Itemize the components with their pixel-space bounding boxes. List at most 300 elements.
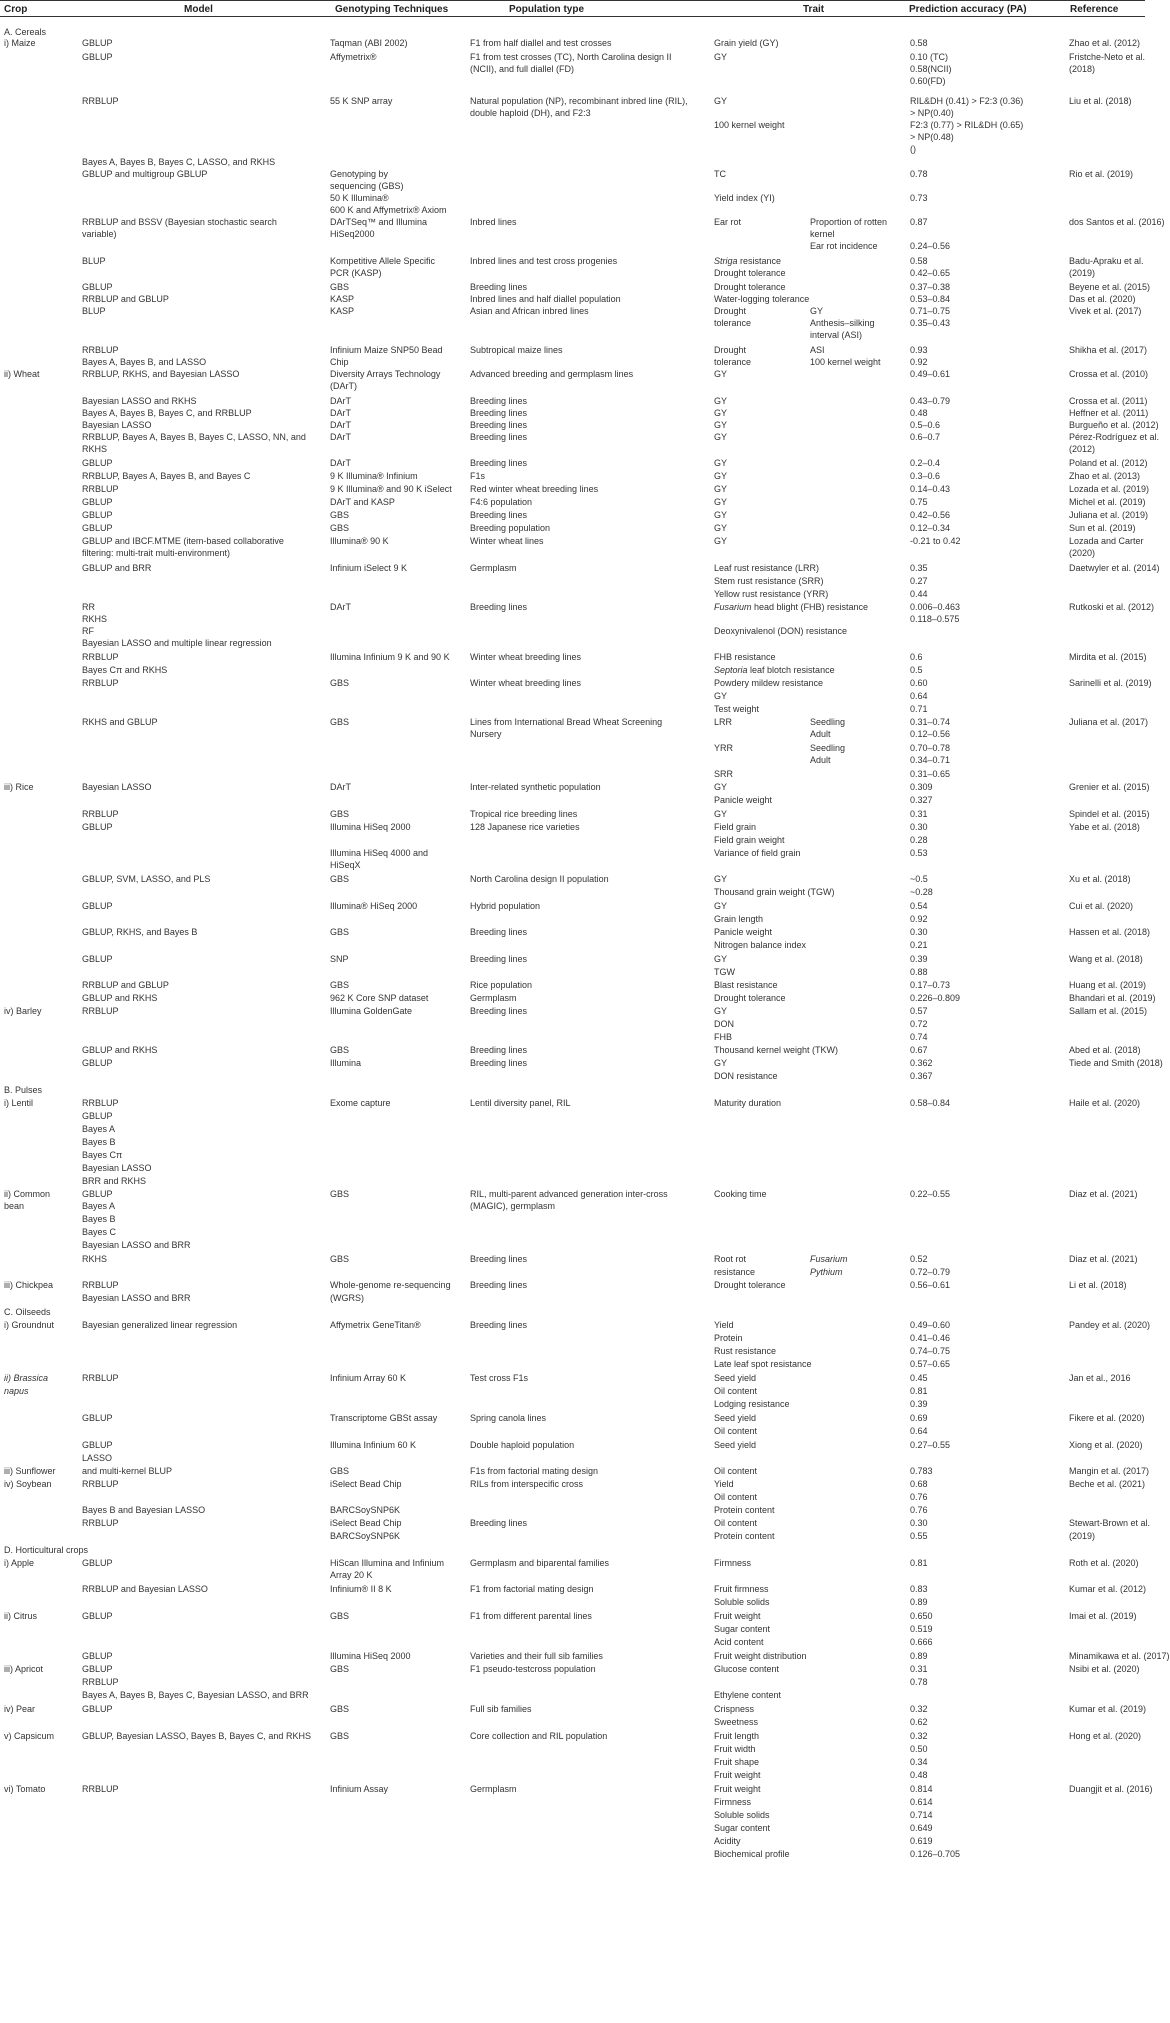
cell-genotyping: DArT (330, 420, 351, 430)
cell-prediction-accuracy: 0.649 (910, 1823, 933, 1833)
cell-trait: Blast resistance (714, 980, 778, 990)
cell-crop: iii) Rice (4, 782, 34, 792)
cell-reference: Rutkoski et al. (2012) (1069, 602, 1155, 612)
cell-trait: Field grain weight (714, 835, 785, 845)
cell-prediction-accuracy: 0.69 (910, 1413, 928, 1423)
cell-population: North Carolina design II population (470, 874, 609, 884)
cell-crop: iv) Soybean (4, 1479, 52, 1489)
cell-trait: Fruit length (714, 1731, 760, 1741)
cell-prediction-accuracy: 0.35 (910, 563, 928, 573)
cell-genotyping: (WGRS) (330, 1293, 364, 1303)
cell-reference: Roth et al. (2020) (1069, 1558, 1139, 1568)
cell-genotyping: BARCSoySNP6K (330, 1505, 401, 1515)
cell-model: RRBLUP, Bayes A, Bayes B, and Bayes C (82, 471, 251, 481)
cell-prediction-accuracy: > NP(0.48) (910, 132, 954, 142)
cell-reference: Bhandari et al. (2019) (1069, 993, 1156, 1003)
cell-crop: iv) Pear (4, 1704, 36, 1714)
cell-model: RRBLUP (82, 1479, 119, 1489)
cell-genotyping: Transcriptome GBSt assay (330, 1413, 438, 1423)
cell-trait: Sugar content (714, 1823, 771, 1833)
cell-prediction-accuracy: 0.67 (910, 1045, 928, 1055)
cell-trait: GY (714, 536, 728, 546)
cell-population: Advanced breeding and germplasm lines (470, 369, 634, 379)
cell-population: Hybrid population (470, 901, 541, 911)
cell-population: Double haploid population (470, 1440, 575, 1450)
cell-reference: Zhao et al. (2013) (1069, 471, 1141, 481)
cell-model: GBLUP and multigroup GBLUP (82, 169, 208, 179)
cell-genotyping: DArT (330, 396, 351, 406)
cell-model: GBLUP (82, 1651, 113, 1661)
cell-model: GBLUP, Bayesian LASSO, Bayes B, Bayes C, and RKHS (82, 1731, 311, 1741)
cell-reference: Grenier et al. (2015) (1069, 782, 1150, 792)
cell-genotyping: GBS (330, 980, 350, 990)
cell-prediction-accuracy: 0.64 (910, 1426, 928, 1436)
cell-model: Bayes A (82, 1124, 116, 1134)
cell-prediction-accuracy: 0.666 (910, 1637, 933, 1647)
cell-trait: Thousand kernel weight (TKW) (714, 1045, 839, 1055)
cell-trait: Variance of field grain (714, 848, 801, 858)
cell-crop: D. Horticultural crops (4, 1545, 89, 1555)
cell-population: F1 from factorial mating design (470, 1584, 594, 1594)
cell-reference: Nsibi et al. (2020) (1069, 1664, 1140, 1674)
cell-reference: Pandey et al. (2020) (1069, 1320, 1151, 1330)
cell-model: Bayes B (82, 1137, 116, 1147)
cell-genotyping: GBS (330, 1731, 350, 1741)
cell-model: RRBLUP and GBLUP (82, 980, 169, 990)
cell-prediction-accuracy: 0.70–0.78 (910, 743, 951, 753)
cell-crop: iii) Sunflower (4, 1466, 56, 1476)
cell-reference: Cui et al. (2020) (1069, 901, 1134, 911)
cell-reference: Juliana et al. (2019) (1069, 510, 1149, 520)
cell-trait: 100 kernel weight (714, 120, 785, 130)
cell-model: RF (82, 626, 94, 636)
cell-trait: Rust resistance (714, 1346, 777, 1356)
cell-prediction-accuracy: 0.21 (910, 940, 928, 950)
cell-prediction-accuracy: 0.41–0.46 (910, 1333, 951, 1343)
cell-reference: dos Santos et al. (2016) (1069, 217, 1165, 227)
cell-model: RRBLUP (82, 809, 119, 819)
cell-crop: ii) Brassica (4, 1373, 49, 1383)
cell-model: RRBLUP (82, 1006, 119, 1016)
cell-trait: Cooking time (714, 1189, 767, 1199)
cell-prediction-accuracy: 0.367 (910, 1071, 933, 1081)
cell-population: F1s from factorial mating design (470, 1466, 599, 1476)
cell-prediction-accuracy: > NP(0.40) (910, 108, 954, 118)
cell-genotyping: GBS (330, 1704, 350, 1714)
cell-prediction-accuracy: 0.32 (910, 1731, 928, 1741)
cell-model: GBLUP (82, 1189, 113, 1199)
cell-trait: Drought (714, 345, 747, 355)
cell-model: GBLUP (82, 954, 113, 964)
cell-prediction-accuracy: 0.34–0.71 (910, 755, 951, 765)
cell-prediction-accuracy: 0.5–0.6 (910, 420, 941, 430)
cell-genotyping: GBS (330, 678, 350, 688)
cell-trait: Leaf rust resistance (LRR) (714, 563, 820, 573)
cell-prediction-accuracy: F2:3 (0.77) > RIL&DH (0.65) (910, 120, 1024, 130)
cell-reference: Fristche-Neto et al. (1069, 52, 1146, 62)
header-rule-bottom (0, 16, 1145, 17)
cell-prediction-accuracy: 0.81 (910, 1386, 928, 1396)
cell-prediction-accuracy: 0.92 (910, 357, 928, 367)
cell-genotyping: PCR (KASP) (330, 268, 382, 278)
cell-trait: Drought (714, 306, 747, 316)
cell-trait: GY (714, 420, 728, 430)
cell-trait: FHB resistance (714, 652, 776, 662)
cell-prediction-accuracy: 0.60 (910, 678, 928, 688)
cell-genotyping: GBS (330, 927, 350, 937)
cell-crop: v) Capsicum (4, 1731, 55, 1741)
cell-trait: DON (714, 1019, 734, 1029)
cell-model: GBLUP and IBCF.MTME (item-based collaborative (82, 536, 284, 546)
cell-model: GBLUP (82, 1611, 113, 1621)
cell-crop: i) Maize (4, 38, 36, 48)
cell-prediction-accuracy: 0.30 (910, 1518, 928, 1528)
cell-prediction-accuracy: 0.6–0.7 (910, 432, 941, 442)
cell-model: RRBLUP (82, 1784, 119, 1794)
cell-model: RKHS (82, 1254, 108, 1264)
cell-trait-detail: Seedling (810, 717, 846, 727)
col-header-model: Model (184, 4, 213, 15)
cell-crop: A. Cereals (4, 27, 47, 37)
cell-trait: Late leaf spot resistance (714, 1359, 812, 1369)
cell-reference: Li et al. (2018) (1069, 1280, 1127, 1290)
cell-crop: i) Lentil (4, 1098, 34, 1108)
cell-model: BLUP (82, 256, 106, 266)
col-header-pa: Prediction accuracy (PA) (909, 4, 1027, 15)
cell-trait: tolerance (714, 357, 752, 367)
cell-model: GBLUP (82, 1440, 113, 1450)
cell-prediction-accuracy: 0.35–0.43 (910, 318, 951, 328)
cell-trait-detail: Proportion of rotten (810, 217, 888, 227)
cell-genotyping: Infinium Maize SNP50 Bead (330, 345, 443, 355)
cell-genotyping: GBS (330, 523, 350, 533)
cell-genotyping: 9 K Illumina® and 90 K iSelect (330, 484, 452, 494)
cell-population: Test cross F1s (470, 1373, 529, 1383)
cell-genotyping: Illumina (330, 1058, 362, 1068)
cell-population: Winter wheat breeding lines (470, 652, 582, 662)
cell-genotyping: sequencing (GBS) (330, 181, 404, 191)
cell-crop: iii) Apricot (4, 1664, 44, 1674)
cell-model: GBLUP (82, 510, 113, 520)
cell-genotyping: Diversity Arrays Technology (330, 369, 441, 379)
cell-trait: Oil content (714, 1426, 758, 1436)
cell-population: Red winter wheat breeding lines (470, 484, 599, 494)
cell-population: double haploid (DH), and F2:3 (470, 108, 591, 118)
cell-genotyping: HiSeqX (330, 860, 361, 870)
cell-model: RKHS and GBLUP (82, 717, 158, 727)
cell-population: Breeding lines (470, 927, 528, 937)
cell-trait: GY (714, 874, 728, 884)
cell-prediction-accuracy: 0.6 (910, 652, 923, 662)
cell-model: GBLUP, SVM, LASSO, and PLS (82, 874, 211, 884)
cell-crop: ii) Wheat (4, 369, 40, 379)
cell-prediction-accuracy: 0.88 (910, 967, 928, 977)
cell-population: Breeding lines (470, 510, 528, 520)
cell-model: Bayes B and Bayesian LASSO (82, 1505, 206, 1515)
cell-trait: Seed yield (714, 1373, 757, 1383)
cell-model: Bayesian generalized linear regression (82, 1320, 238, 1330)
cell-model: GBLUP and BRR (82, 563, 152, 573)
cell-crop: ii) Common (4, 1189, 51, 1199)
cell-reference: Fikere et al. (2020) (1069, 1413, 1145, 1423)
cell-genotyping: 9 K Illumina® Infinium (330, 471, 418, 481)
cell-model: Bayesian LASSO and multiple linear regression (82, 638, 272, 648)
cell-population: (NCII), and full diallel (FD) (470, 64, 575, 74)
cell-prediction-accuracy: 0.614 (910, 1797, 933, 1807)
cell-prediction-accuracy: 0.22–0.55 (910, 1189, 951, 1199)
cell-genotyping: Kompetitive Allele Specific (330, 256, 436, 266)
cell-trait: Fruit weight (714, 1770, 761, 1780)
cell-reference: Xiong et al. (2020) (1069, 1440, 1143, 1450)
cell-trait: GY (714, 458, 728, 468)
cell-reference: Juliana et al. (2017) (1069, 717, 1149, 727)
cell-reference: Rio et al. (2019) (1069, 169, 1134, 179)
cell-reference: Imai et al. (2019) (1069, 1611, 1137, 1621)
cell-reference: Lozada et al. (2019) (1069, 484, 1150, 494)
cell-genotyping: DArT (330, 602, 351, 612)
cell-population: Natural population (NP), recombinant inbred line (RIL), (470, 96, 688, 106)
cell-trait: GY (714, 691, 728, 701)
cell-prediction-accuracy: 0.89 (910, 1597, 928, 1607)
cell-model: GBLUP (82, 1704, 113, 1714)
cell-trait-detail: Anthesis–silking (810, 318, 875, 328)
cell-reference: Kumar et al. (2012) (1069, 1584, 1147, 1594)
col-header-crop: Crop (4, 4, 28, 15)
cell-prediction-accuracy: 0.55 (910, 1531, 928, 1541)
cell-trait: Powdery mildew resistance (714, 678, 824, 688)
cell-trait: Acidity (714, 1836, 741, 1846)
cell-population: Breeding lines (470, 282, 528, 292)
cell-reference: (2018) (1069, 64, 1096, 74)
cell-reference: Kumar et al. (2019) (1069, 1704, 1147, 1714)
cell-model: GBLUP (82, 497, 113, 507)
cell-population: Breeding population (470, 523, 551, 533)
cell-population: Breeding lines (470, 1280, 528, 1290)
cell-genotyping: Illumina HiSeq 2000 (330, 1651, 411, 1661)
cell-model: Bayesian LASSO and RKHS (82, 396, 197, 406)
cell-trait: GY (714, 954, 728, 964)
cell-population: Tropical rice breeding lines (470, 809, 578, 819)
cell-model: GBLUP (82, 38, 113, 48)
cell-prediction-accuracy: ~0.28 (910, 887, 933, 897)
cell-crop: napus (4, 1386, 29, 1396)
cell-trait: Stem rust resistance (SRR) (714, 576, 824, 586)
col-header-genotyping: Genotyping Techniques (335, 4, 449, 15)
cell-trait: Test weight (714, 704, 760, 714)
cell-reference: Diaz et al. (2021) (1069, 1189, 1138, 1199)
cell-model: and multi-kernel BLUP (82, 1466, 173, 1476)
cell-trait: Oil content (714, 1386, 758, 1396)
cell-model: RRBLUP (82, 1280, 119, 1290)
cell-trait: Fruit weight distribution (714, 1651, 807, 1661)
cell-population: Rice population (470, 980, 533, 990)
cell-trait: LRR (714, 717, 733, 727)
cell-model: RRBLUP (82, 96, 119, 106)
cell-model: GBLUP (82, 458, 113, 468)
cell-genotyping: KASP (330, 294, 355, 304)
cell-genotyping: BARCSoySNP6K (330, 1531, 401, 1541)
cell-genotyping: KASP (330, 306, 355, 316)
cell-population: Lines from International Bread Wheat Screening (470, 717, 663, 727)
cell-prediction-accuracy: 0.48 (910, 1770, 928, 1780)
cell-population: Breeding lines (470, 1320, 528, 1330)
cell-population: Breeding lines (470, 432, 528, 442)
cell-reference: Crossa et al. (2011) (1069, 396, 1148, 406)
cell-prediction-accuracy: 0.39 (910, 954, 928, 964)
cell-model: GBLUP, RKHS, and Bayes B (82, 927, 198, 937)
cell-population: RILs from interspecific cross (470, 1479, 584, 1489)
cell-trait: YRR (714, 743, 734, 753)
cell-prediction-accuracy: 0.73 (910, 193, 928, 203)
cell-genotyping: DArT (330, 458, 351, 468)
cell-population: RIL, multi-parent advanced generation inter-cross (470, 1189, 668, 1199)
cell-trait: Protein content (714, 1531, 775, 1541)
cell-genotyping: Infinium® II 8 K (330, 1584, 392, 1594)
cell-trait-detail: Fusarium (810, 1254, 848, 1264)
cell-reference: Burgueño et al. (2012) (1069, 420, 1159, 430)
cell-trait: GY (714, 523, 728, 533)
cell-prediction-accuracy: 0.81 (910, 1558, 928, 1568)
header-rule-top (0, 0, 1145, 1)
cell-genotyping: 50 K Illumina® (330, 193, 389, 203)
cell-crop: vi) Tomato (4, 1784, 46, 1794)
cell-trait: Nitrogen balance index (714, 940, 807, 950)
cell-model: LASSO (82, 1453, 113, 1463)
cell-trait: SRR (714, 769, 734, 779)
cell-genotyping: GBS (330, 1664, 350, 1674)
cell-crop: i) Groundnut (4, 1320, 55, 1330)
col-header-reference: Reference (1070, 4, 1119, 15)
cell-trait: Striga resistance (714, 256, 782, 266)
cell-population: F1 from test crosses (TC), North Carolina design II (470, 52, 672, 62)
cell-population: Subtropical maize lines (470, 345, 563, 355)
cell-model: RRBLUP (82, 484, 119, 494)
cell-prediction-accuracy: 0.78 (910, 1677, 928, 1687)
cell-model: Bayes A (82, 1201, 116, 1211)
cell-prediction-accuracy: 0.519 (910, 1624, 933, 1634)
cell-prediction-accuracy: 0.44 (910, 589, 928, 599)
cell-trait: GY (714, 1006, 728, 1016)
cell-prediction-accuracy: 0.78 (910, 169, 928, 179)
cell-trait: Yield index (YI) (714, 193, 775, 203)
cell-trait: Sugar content (714, 1624, 771, 1634)
cell-trait: Yellow rust resistance (YRR) (714, 589, 829, 599)
cell-genotyping: Array 20 K (330, 1570, 373, 1580)
cell-model: Bayesian LASSO (82, 420, 152, 430)
cell-model: GBLUP (82, 1558, 113, 1568)
cell-model: GBLUP (82, 523, 113, 533)
cell-genotyping: 55 K SNP array (330, 96, 393, 106)
cell-prediction-accuracy: 0.31 (910, 809, 928, 819)
cell-trait: Drought tolerance (714, 268, 786, 278)
cell-prediction-accuracy: 0.2–0.4 (910, 458, 941, 468)
cell-genotyping: Illumina Infinium 60 K (330, 1440, 417, 1450)
cell-model: Bayesian LASSO (82, 782, 152, 792)
cell-reference: Hassen et al. (2018) (1069, 927, 1151, 937)
cell-prediction-accuracy: 0.12–0.56 (910, 729, 951, 739)
cell-genotyping: DArT (330, 782, 351, 792)
cell-model: RRBLUP and Bayesian LASSO (82, 1584, 208, 1594)
cell-trait: Yield (714, 1320, 734, 1330)
cell-model: RRBLUP (82, 652, 119, 662)
cell-reference: Badu-Apraku et al. (1069, 256, 1144, 266)
cell-trait: Yield (714, 1479, 734, 1489)
cell-prediction-accuracy: 0.50 (910, 1744, 928, 1754)
cell-reference: Michel et al. (2019) (1069, 497, 1146, 507)
cell-population: F1 pseudo-testcross population (470, 1664, 596, 1674)
cell-model: RR (82, 602, 95, 612)
cell-prediction-accuracy: RIL&DH (0.41) > F2:3 (0.36) (910, 96, 1024, 106)
cell-prediction-accuracy: 0.5 (910, 665, 923, 675)
cell-population: Winter wheat lines (470, 536, 544, 546)
cell-trait: Lodging resistance (714, 1399, 790, 1409)
cell-prediction-accuracy: 0.126–0.705 (910, 1849, 961, 1859)
cell-reference: Zhao et al. (2012) (1069, 38, 1141, 48)
cell-genotyping: Illumina HiSeq 4000 and (330, 848, 429, 858)
cell-genotyping: HiScan Illumina and Infinium (330, 1558, 445, 1568)
cell-population: Breeding lines (470, 1058, 528, 1068)
cell-model: Bayes A, Bayes B, Bayes C, and RRBLUP (82, 408, 252, 418)
cell-genotyping: Genotyping by (330, 169, 389, 179)
cell-model: RRBLUP (82, 1518, 119, 1528)
cell-reference: (2019) (1069, 268, 1096, 278)
cell-trait-detail: ASI (810, 345, 825, 355)
cell-trait: Fruit firmness (714, 1584, 769, 1594)
cell-prediction-accuracy: 0.226–0.809 (910, 993, 961, 1003)
cell-trait-detail: GY (810, 306, 824, 316)
cell-prediction-accuracy: 0.58 (910, 38, 928, 48)
cell-trait: Oil content (714, 1492, 758, 1502)
cell-trait: GY (714, 396, 728, 406)
cell-prediction-accuracy: 0.10 (TC) (910, 52, 949, 62)
cell-trait: Sweetness (714, 1717, 759, 1727)
cell-population: Winter wheat breeding lines (470, 678, 582, 688)
cell-genotyping: HiSeq2000 (330, 229, 375, 239)
cell-reference: Xu et al. (2018) (1069, 874, 1131, 884)
cell-population: Breeding lines (470, 408, 528, 418)
cell-model: RKHS (82, 614, 108, 624)
cell-genotyping: GBS (330, 1611, 350, 1621)
cell-genotyping: DArT (330, 408, 351, 418)
cell-genotyping: GBS (330, 1466, 350, 1476)
cell-trait: Protein content (714, 1505, 775, 1515)
cell-genotyping: iSelect Bead Chip (330, 1518, 402, 1528)
cell-trait: tolerance (714, 318, 752, 328)
cell-population: Germplasm and biparental families (470, 1558, 610, 1568)
cell-reference: Abed et al. (2018) (1069, 1045, 1141, 1055)
cell-reference: Mirdita et al. (2015) (1069, 652, 1147, 662)
cell-prediction-accuracy: 0.43–0.79 (910, 396, 951, 406)
cell-population: Breeding lines (470, 420, 528, 430)
cell-reference: Hong et al. (2020) (1069, 1731, 1142, 1741)
cell-population: Nursery (470, 729, 502, 739)
cell-trait: GY (714, 510, 728, 520)
cell-trait: Root rot (714, 1254, 747, 1264)
cell-model: BLUP (82, 306, 106, 316)
cell-population: Spring canola lines (470, 1413, 547, 1423)
cell-trait: Fruit width (714, 1744, 756, 1754)
cell-genotyping: GBS (330, 717, 350, 727)
cell-population: Breeding lines (470, 954, 528, 964)
cell-crop: C. Oilseeds (4, 1307, 51, 1317)
cell-reference: Liu et al. (2018) (1069, 96, 1132, 106)
cell-model: Bayes Cπ (82, 1150, 123, 1160)
cell-prediction-accuracy: 0.31–0.74 (910, 717, 951, 727)
cell-trait: Ear rot (714, 217, 742, 227)
cell-trait: Oil content (714, 1466, 758, 1476)
cell-model: RRBLUP (82, 678, 119, 688)
cell-crop: iii) Chickpea (4, 1280, 54, 1290)
